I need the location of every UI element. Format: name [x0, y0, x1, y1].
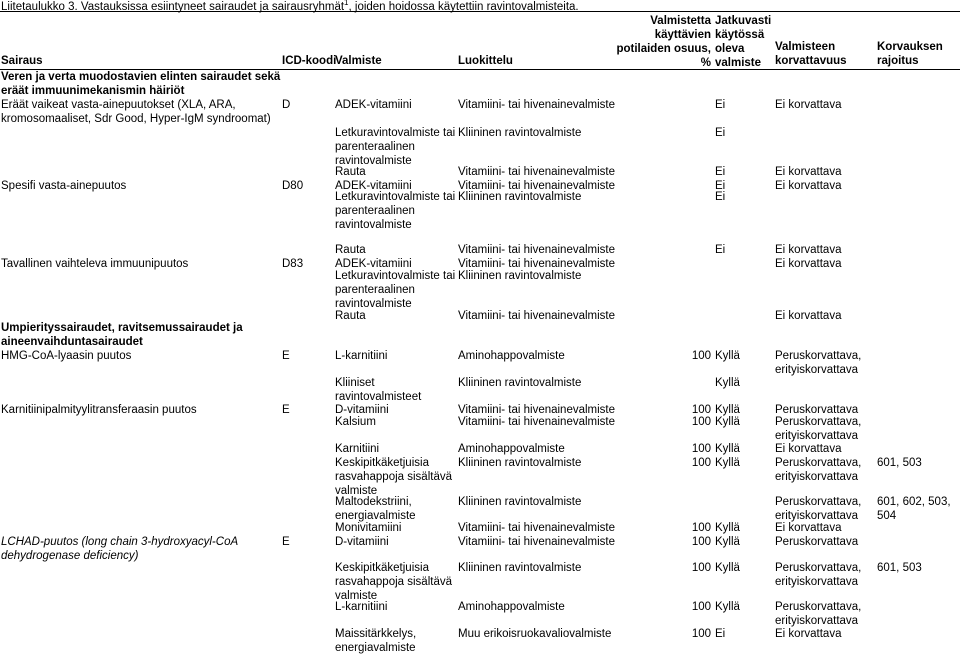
luokittelu-cell: Vitamiini- tai hivenainevalmiste [458, 404, 616, 416]
luokittelu-cell: Vitamiini- tai hivenainevalmiste [458, 166, 616, 178]
luokittelu-cell: Vitamiini- tai hivenainevalmiste [458, 416, 616, 428]
jatkuvasti-cell: Ei [715, 166, 726, 178]
osuus-cell: 100 [691, 601, 711, 613]
korvattavuus-cell: Peruskorvattava [775, 404, 859, 416]
rajoitus-cell: 601, 602, 503, 504 [877, 496, 951, 522]
valmiste-cell: Maltodekstriini, energiavalmiste [335, 496, 416, 522]
valmiste-cell: ADEK-vitamiini [335, 99, 412, 111]
jatkuvasti-cell: Ei [715, 191, 726, 203]
jatkuvasti-cell: Kyllä [715, 377, 740, 389]
header-luokittelu: Luokittelu [458, 55, 513, 67]
sairaus-cell: Umpierityssairaudet, ravitsemussairaudet ja aineenvaihduntasairaudet [1, 322, 243, 348]
sairaus-cell: Veren ja verta muodostavien elinten sairaudet sekä eräät immuunimekanismin häiriöt [1, 71, 281, 97]
korvattavuus-cell: Ei korvattava [775, 166, 842, 178]
luokittelu-cell: Kliininen ravintovalmiste [458, 496, 582, 508]
sairaus-cell: HMG-CoA-lyaasin puutos [1, 350, 132, 362]
jatkuvasti-cell: Ei [715, 127, 726, 139]
luokittelu-cell: Vitamiini- tai hivenainevalmiste [458, 536, 616, 548]
korvattavuus-cell: Ei korvattava [775, 99, 842, 111]
sairaus-cell: Eräät vaikeat vasta-ainepuutokset (XLA, ARA, kromosomaaliset, Sdr Good, Hyper-IgM syndroomat) [1, 99, 271, 125]
luokittelu-cell: Vitamiini- tai hivenainevalmiste [458, 99, 616, 111]
luokittelu-cell: Kliininen ravintovalmiste [458, 377, 582, 389]
valmiste-cell: Keskipitkäketjuisia rasvahappoja sisältävä valmiste [335, 562, 452, 602]
osuus-cell: 100 [691, 536, 711, 548]
jatkuvasti-cell: Kyllä [715, 522, 740, 534]
valmiste-cell: Letkuravintovalmiste tai parenteraalinen ravintovalmiste [335, 127, 456, 167]
luokittelu-cell: Kliininen ravintovalmiste [458, 457, 582, 469]
osuus-cell: 100 [691, 416, 711, 428]
valmiste-cell: ADEK-vitamiini [335, 180, 412, 192]
icd-cell: D [282, 99, 291, 111]
sairaus-cell: Spesifi vasta-ainepuutos [1, 180, 127, 192]
header-sairaus: Sairaus [1, 55, 43, 67]
luokittelu-cell: Aminohappovalmiste [458, 443, 565, 455]
valmiste-cell: Maissitärkkelys, energiavalmiste [335, 628, 417, 654]
valmiste-cell: L-karnitiini [335, 601, 388, 613]
icd-cell: E [282, 350, 290, 362]
sairaus-cell: LCHAD-puutos (long chain 3-hydroxyacyl-CoA dehydrogenase deficiency) [1, 536, 239, 562]
jatkuvasti-cell: Kyllä [715, 350, 740, 362]
korvattavuus-cell: Peruskorvattava, erityiskorvattava [775, 601, 862, 627]
valmiste-cell: D-vitamiini [335, 404, 389, 416]
osuus-cell: 100 [691, 562, 711, 574]
jatkuvasti-cell: Ei [715, 244, 726, 256]
osuus-cell: 100 [691, 443, 711, 455]
valmiste-cell: Kalsium [335, 416, 376, 428]
header-icd: ICD-koodi [282, 55, 337, 67]
valmiste-cell: Monivitamiini [335, 522, 402, 534]
jatkuvasti-cell: Kyllä [715, 601, 740, 613]
valmiste-cell: Karnitiini [335, 443, 380, 455]
valmiste-cell: Rauta [335, 166, 366, 178]
luokittelu-cell: Kliininen ravintovalmiste [458, 191, 582, 203]
korvattavuus-cell: Peruskorvattava, erityiskorvattava [775, 496, 862, 522]
korvattavuus-cell: Peruskorvattava [775, 536, 859, 548]
osuus-cell: 100 [691, 522, 711, 534]
osuus-cell: 100 [691, 404, 711, 416]
header-osuus: Valmistetta käyttävien potilaiden osuus, % [616, 15, 711, 69]
korvattavuus-cell: Ei korvattava [775, 180, 842, 192]
korvattavuus-cell: Peruskorvattava, erityiskorvattava [775, 562, 862, 588]
icd-cell: E [282, 404, 290, 416]
valmiste-cell: D-vitamiini [335, 536, 389, 548]
osuus-cell: 100 [691, 457, 711, 469]
jatkuvasti-cell: Kyllä [715, 536, 740, 548]
korvattavuus-cell: Ei korvattava [775, 522, 842, 534]
luokittelu-cell: Kliininen ravintovalmiste [458, 270, 582, 282]
jatkuvasti-cell: Kyllä [715, 562, 740, 574]
luokittelu-cell: Vitamiini- tai hivenainevalmiste [458, 258, 616, 270]
osuus-cell: 100 [691, 628, 711, 640]
korvattavuus-cell: Ei korvattava [775, 258, 842, 270]
valmiste-cell: L-karnitiini [335, 350, 388, 362]
jatkuvasti-cell: Kyllä [715, 416, 740, 428]
korvattavuus-cell: Ei korvattava [775, 443, 842, 455]
rajoitus-cell: 601, 503 [877, 562, 922, 574]
header-rajoitus: Korvauksen rajoitus [877, 41, 943, 67]
valmiste-cell: Rauta [335, 310, 366, 322]
korvattavuus-cell: Peruskorvattava, erityiskorvattava [775, 350, 862, 376]
icd-cell: D83 [282, 258, 304, 270]
korvattavuus-cell: Peruskorvattava, erityiskorvattava [775, 457, 862, 483]
korvattavuus-cell: Ei korvattava [775, 628, 842, 640]
korvattavuus-cell: Peruskorvattava, erityiskorvattava [775, 416, 862, 442]
luokittelu-cell: Vitamiini- tai hivenainevalmiste [458, 310, 616, 322]
jatkuvasti-cell: Kyllä [715, 443, 740, 455]
luokittelu-cell: Vitamiini- tai hivenainevalmiste [458, 522, 616, 534]
luokittelu-cell: Aminohappovalmiste [458, 601, 565, 613]
rajoitus-cell: 601, 503 [877, 457, 922, 469]
header-korvattavuus: Valmisteen korvattavuus [775, 41, 847, 67]
caption-rule [0, 11, 960, 12]
korvattavuus-cell: Ei korvattava [775, 244, 842, 256]
luokittelu-cell: Kliininen ravintovalmiste [458, 562, 582, 574]
jatkuvasti-cell: Ei [715, 180, 726, 192]
korvattavuus-cell: Ei korvattava [775, 310, 842, 322]
valmiste-cell: Letkuravintovalmiste tai parenteraalinen ravintovalmiste [335, 191, 456, 231]
valmiste-cell: Letkuravintovalmiste tai parenteraalinen ravintovalmiste [335, 270, 456, 310]
luokittelu-cell: Vitamiini- tai hivenainevalmiste [458, 180, 616, 192]
luokittelu-cell: Kliininen ravintovalmiste [458, 127, 582, 139]
luokittelu-cell: Muu erikoisruokavaliovalmiste [458, 628, 612, 640]
luokittelu-cell: Vitamiini- tai hivenainevalmiste [458, 244, 616, 256]
sairaus-cell: Karnitiinipalmityylitransferaasin puutos [1, 404, 197, 416]
table-caption: Liitetaulukko 3. Vastauksissa esiintyneet sairaudet ja sairausryhmät$^1$, joiden hoidossa käytettiin ravintovalmisteita. [1, 0, 579, 13]
jatkuvasti-cell: Ei [715, 628, 726, 640]
valmiste-cell: ADEK-vitamiini [335, 258, 412, 270]
luokittelu-cell: Aminohappovalmiste [458, 350, 565, 362]
header-jatkuvasti: Jatkuvasti käytössä oleva valmiste [715, 15, 772, 69]
valmiste-cell: Rauta [335, 244, 366, 256]
sairaus-cell: Tavallinen vaihteleva immuunipuutos [1, 258, 189, 270]
jatkuvasti-cell: Kyllä [715, 457, 740, 469]
header-valmiste: Valmiste [335, 55, 382, 67]
valmiste-cell: Keskipitkäketjuisia rasvahappoja sisältävä valmiste [335, 457, 452, 497]
jatkuvasti-cell: Kyllä [715, 404, 740, 416]
jatkuvasti-cell: Ei [715, 99, 726, 111]
icd-cell: E [282, 536, 290, 548]
icd-cell: D80 [282, 180, 304, 192]
valmiste-cell: Kliiniset ravintovalmisteet [335, 377, 422, 403]
osuus-cell: 100 [691, 350, 711, 362]
